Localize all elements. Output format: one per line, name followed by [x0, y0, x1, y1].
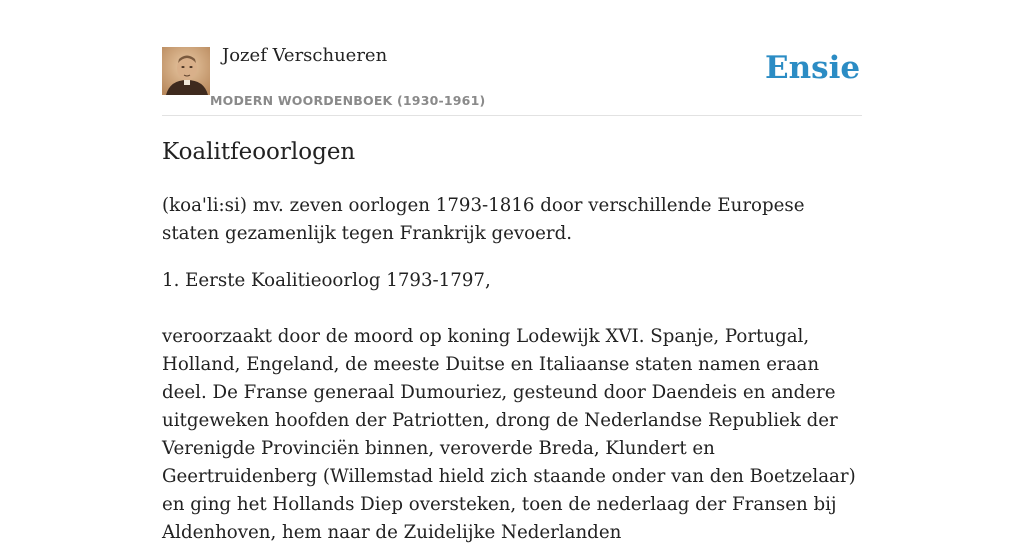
entry-definition: (koa'li:si) mv. zeven oorlogen 1793-1816 door verschillende Europese staten gezamenlijk tegen Frankrijk gevoerd.: [162, 195, 805, 244]
entry-item-heading: 1. Eerste Koalitieoorlog 1793-1797,: [162, 270, 491, 291]
author-avatar[interactable]: [162, 47, 210, 95]
author-name[interactable]: Jozef Verschueren: [222, 45, 388, 66]
brand-logo[interactable]: Ensie: [765, 50, 861, 86]
entry-item-body: veroorzaakt door de moord op koning Lodewijk XVI. Spanje, Portugal, Holland, Engeland, de meeste Duitse en Italiaanse staten namen eraan deel. De Franse generaal Dumouriez, gesteund door Daendeis en andere uitgeweken hoofden der Patriotten, drong de Nederlandse Republiek der Verenigde Provinciën binnen, veroverde Breda, Klundert en Geertruidenberg (Willemstad hield zich staande onder van den Boetzelaar) en ging het Hollands Diep oversteken, toen de nederlaag der Fransen bij Aldenhoven, hem naar de Zuidelijke Nederlanden: [162, 326, 856, 543]
portrait-image: [162, 47, 210, 95]
entry-title: Koalitfeoorlogen: [162, 139, 356, 165]
source-label[interactable]: MODERN WOORDENBOEK (1930-1961): [210, 93, 486, 108]
header-divider: [162, 115, 862, 116]
